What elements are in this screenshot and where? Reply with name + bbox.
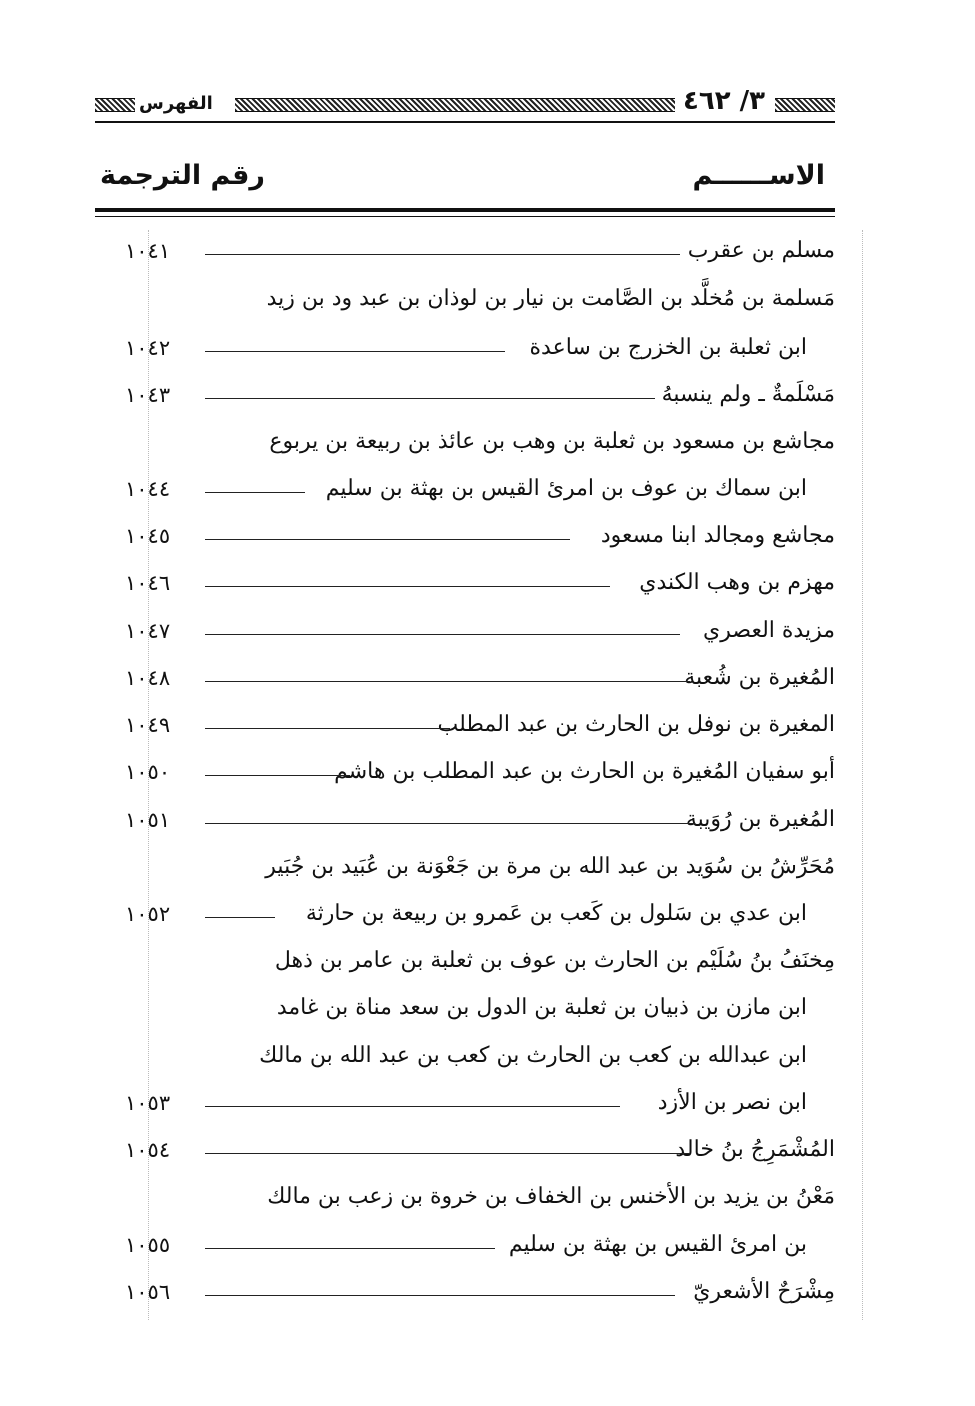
entry-name: ابن عدي بن سَلول بن كَعب بن عَمرو بن ربيعة بن حارثة — [305, 901, 807, 926]
header-rule — [95, 121, 835, 123]
heading-rule-thick — [95, 208, 835, 212]
name-column-heading: الاســــــم — [692, 160, 825, 191]
leader-line — [205, 398, 655, 399]
leader-line — [205, 634, 680, 635]
index-entry — [95, 1230, 835, 1274]
entry-name: مِخنَفُ بنُ سُلَيْم بن الحارث بن عوف بن ثعلبة بن عامر بن ذهل — [274, 948, 835, 973]
entry-name: أبو سفيان المُغيرة بن الحارث بن عبد المطلب بن هاشم — [334, 759, 835, 784]
header-ornament-left — [95, 98, 135, 112]
page-reference: ٣/ ٤٦٢ — [683, 86, 766, 116]
index-entry — [95, 993, 835, 1037]
index-entry — [95, 236, 835, 280]
leader-line — [205, 1153, 690, 1154]
leader-line — [205, 728, 450, 729]
entry-number: ١٠٤٥ — [125, 524, 171, 548]
entry-name: مسلم بن عقرب — [687, 238, 835, 263]
entry-number: ١٠٥٤ — [125, 1138, 171, 1162]
index-entry — [95, 1041, 835, 1085]
entry-name: ابن نصر بن الأزد — [657, 1090, 807, 1115]
entry-name: مِشْرَحٌ الأشعريّ — [693, 1279, 835, 1304]
entry-name: ابن مازن بن ذبيان بن ثعلبة بن الدول بن سعد مناة بن غامد — [276, 995, 807, 1020]
entry-number: ١٠٤٩ — [125, 713, 171, 737]
leader-line — [205, 681, 690, 682]
index-entry — [95, 663, 835, 707]
index-entry — [95, 710, 835, 754]
leader-line — [205, 1295, 675, 1296]
entry-name: مَعْنُ بن يزيد بن الأخنس بن الخفاف بن خروة بن زعب بن مالك — [267, 1184, 835, 1209]
entry-name: المغيرة بن نوفل بن الحارث بن عبد المطلب — [437, 712, 835, 737]
entry-name: مهزم بن وهب الكندي — [639, 570, 835, 595]
index-entry — [95, 474, 835, 518]
leader-line — [205, 823, 695, 824]
header-ornament-middle — [235, 98, 675, 112]
entry-number: ١٠٥٣ — [125, 1091, 171, 1115]
index-entry — [95, 1135, 835, 1179]
entry-number: ١٠٥٦ — [125, 1280, 171, 1304]
index-entry — [95, 616, 835, 660]
entry-number: ١٠٤٧ — [125, 619, 171, 643]
entry-name: ابن ثعلبة بن الخزرج بن ساعدة — [529, 335, 807, 360]
leader-line — [205, 254, 680, 255]
entry-number: ١٠٤٨ — [125, 666, 171, 690]
index-entry — [95, 805, 835, 849]
entry-name: المُغيرة بن رُوَيبة — [685, 807, 835, 832]
entry-number: ١٠٤٤ — [125, 477, 171, 501]
header-ornament-right — [775, 98, 835, 112]
entry-number: ١٠٥٠ — [125, 760, 171, 784]
index-entry — [95, 568, 835, 612]
leader-line — [205, 586, 610, 587]
index-entry — [95, 333, 835, 377]
entry-name: ابن سماك بن عوف بن امرئ القيس بن بهثة بن سليم — [325, 476, 807, 501]
entry-number: ١٠٤٢ — [125, 336, 171, 360]
index-entry — [95, 1182, 835, 1226]
entry-name: بن امرئ القيس بن بهثة بن سليم — [508, 1232, 807, 1257]
entry-name: مجاشع بن مسعود بن ثعلبة بن وهب بن عائذ بن ربيعة بن يربوع — [269, 429, 835, 454]
entry-name: مزيدة العصري — [703, 618, 835, 643]
index-entry — [95, 521, 835, 565]
leader-line — [205, 917, 275, 918]
entry-name: مجاشع ومجالد ابنا مسعود — [600, 523, 835, 548]
running-header — [95, 86, 835, 118]
entry-name: المُشْمَرِجُ بنُ خالد — [675, 1137, 835, 1162]
entry-number: ١٠٤٣ — [125, 383, 171, 407]
leader-line — [205, 775, 350, 776]
leader-line — [205, 492, 305, 493]
index-entry — [95, 757, 835, 801]
index-entry — [95, 1277, 835, 1321]
entry-number: ١٠٥١ — [125, 808, 171, 832]
index-entry — [95, 427, 835, 471]
entry-number: ١٠٤١ — [125, 239, 171, 263]
number-column-heading: رقم الترجمة — [100, 160, 265, 191]
index-entry — [95, 899, 835, 943]
entry-name: المُغيرة بن شُعبة — [684, 665, 835, 690]
index-entry — [95, 852, 835, 896]
entry-number: ١٠٤٦ — [125, 571, 171, 595]
entry-name: ابن عبدالله بن كعب بن الحارث بن كعب بن عبد الله بن مالك — [259, 1043, 807, 1068]
index-entry — [95, 946, 835, 990]
index-entry — [95, 284, 835, 328]
leader-line — [205, 539, 570, 540]
index-entry — [95, 380, 835, 424]
entry-name: مَسلمة بن مُخلَّد بن الصَّامت بن نيار بن لوذان بن عبد ود بن زيد — [266, 286, 835, 311]
entry-name: مُحَرِّشُ بن سُوَيد بن عبد الله بن مرة بن جَعْوَنة بن عُبَيد بن جُبَير — [265, 854, 835, 879]
entry-number: ١٠٥٥ — [125, 1233, 171, 1257]
leader-line — [205, 351, 505, 352]
leader-line — [205, 1106, 620, 1107]
right-margin-guide — [862, 230, 863, 1320]
entry-number: ١٠٥٢ — [125, 902, 171, 926]
index-entry — [95, 1088, 835, 1132]
leader-line — [205, 1248, 495, 1249]
entry-name: مَسْلَمةٌ ـ ولم ينسبهُ — [661, 382, 835, 407]
heading-rule-thin — [95, 216, 835, 217]
section-title: الفهرس — [139, 93, 213, 114]
